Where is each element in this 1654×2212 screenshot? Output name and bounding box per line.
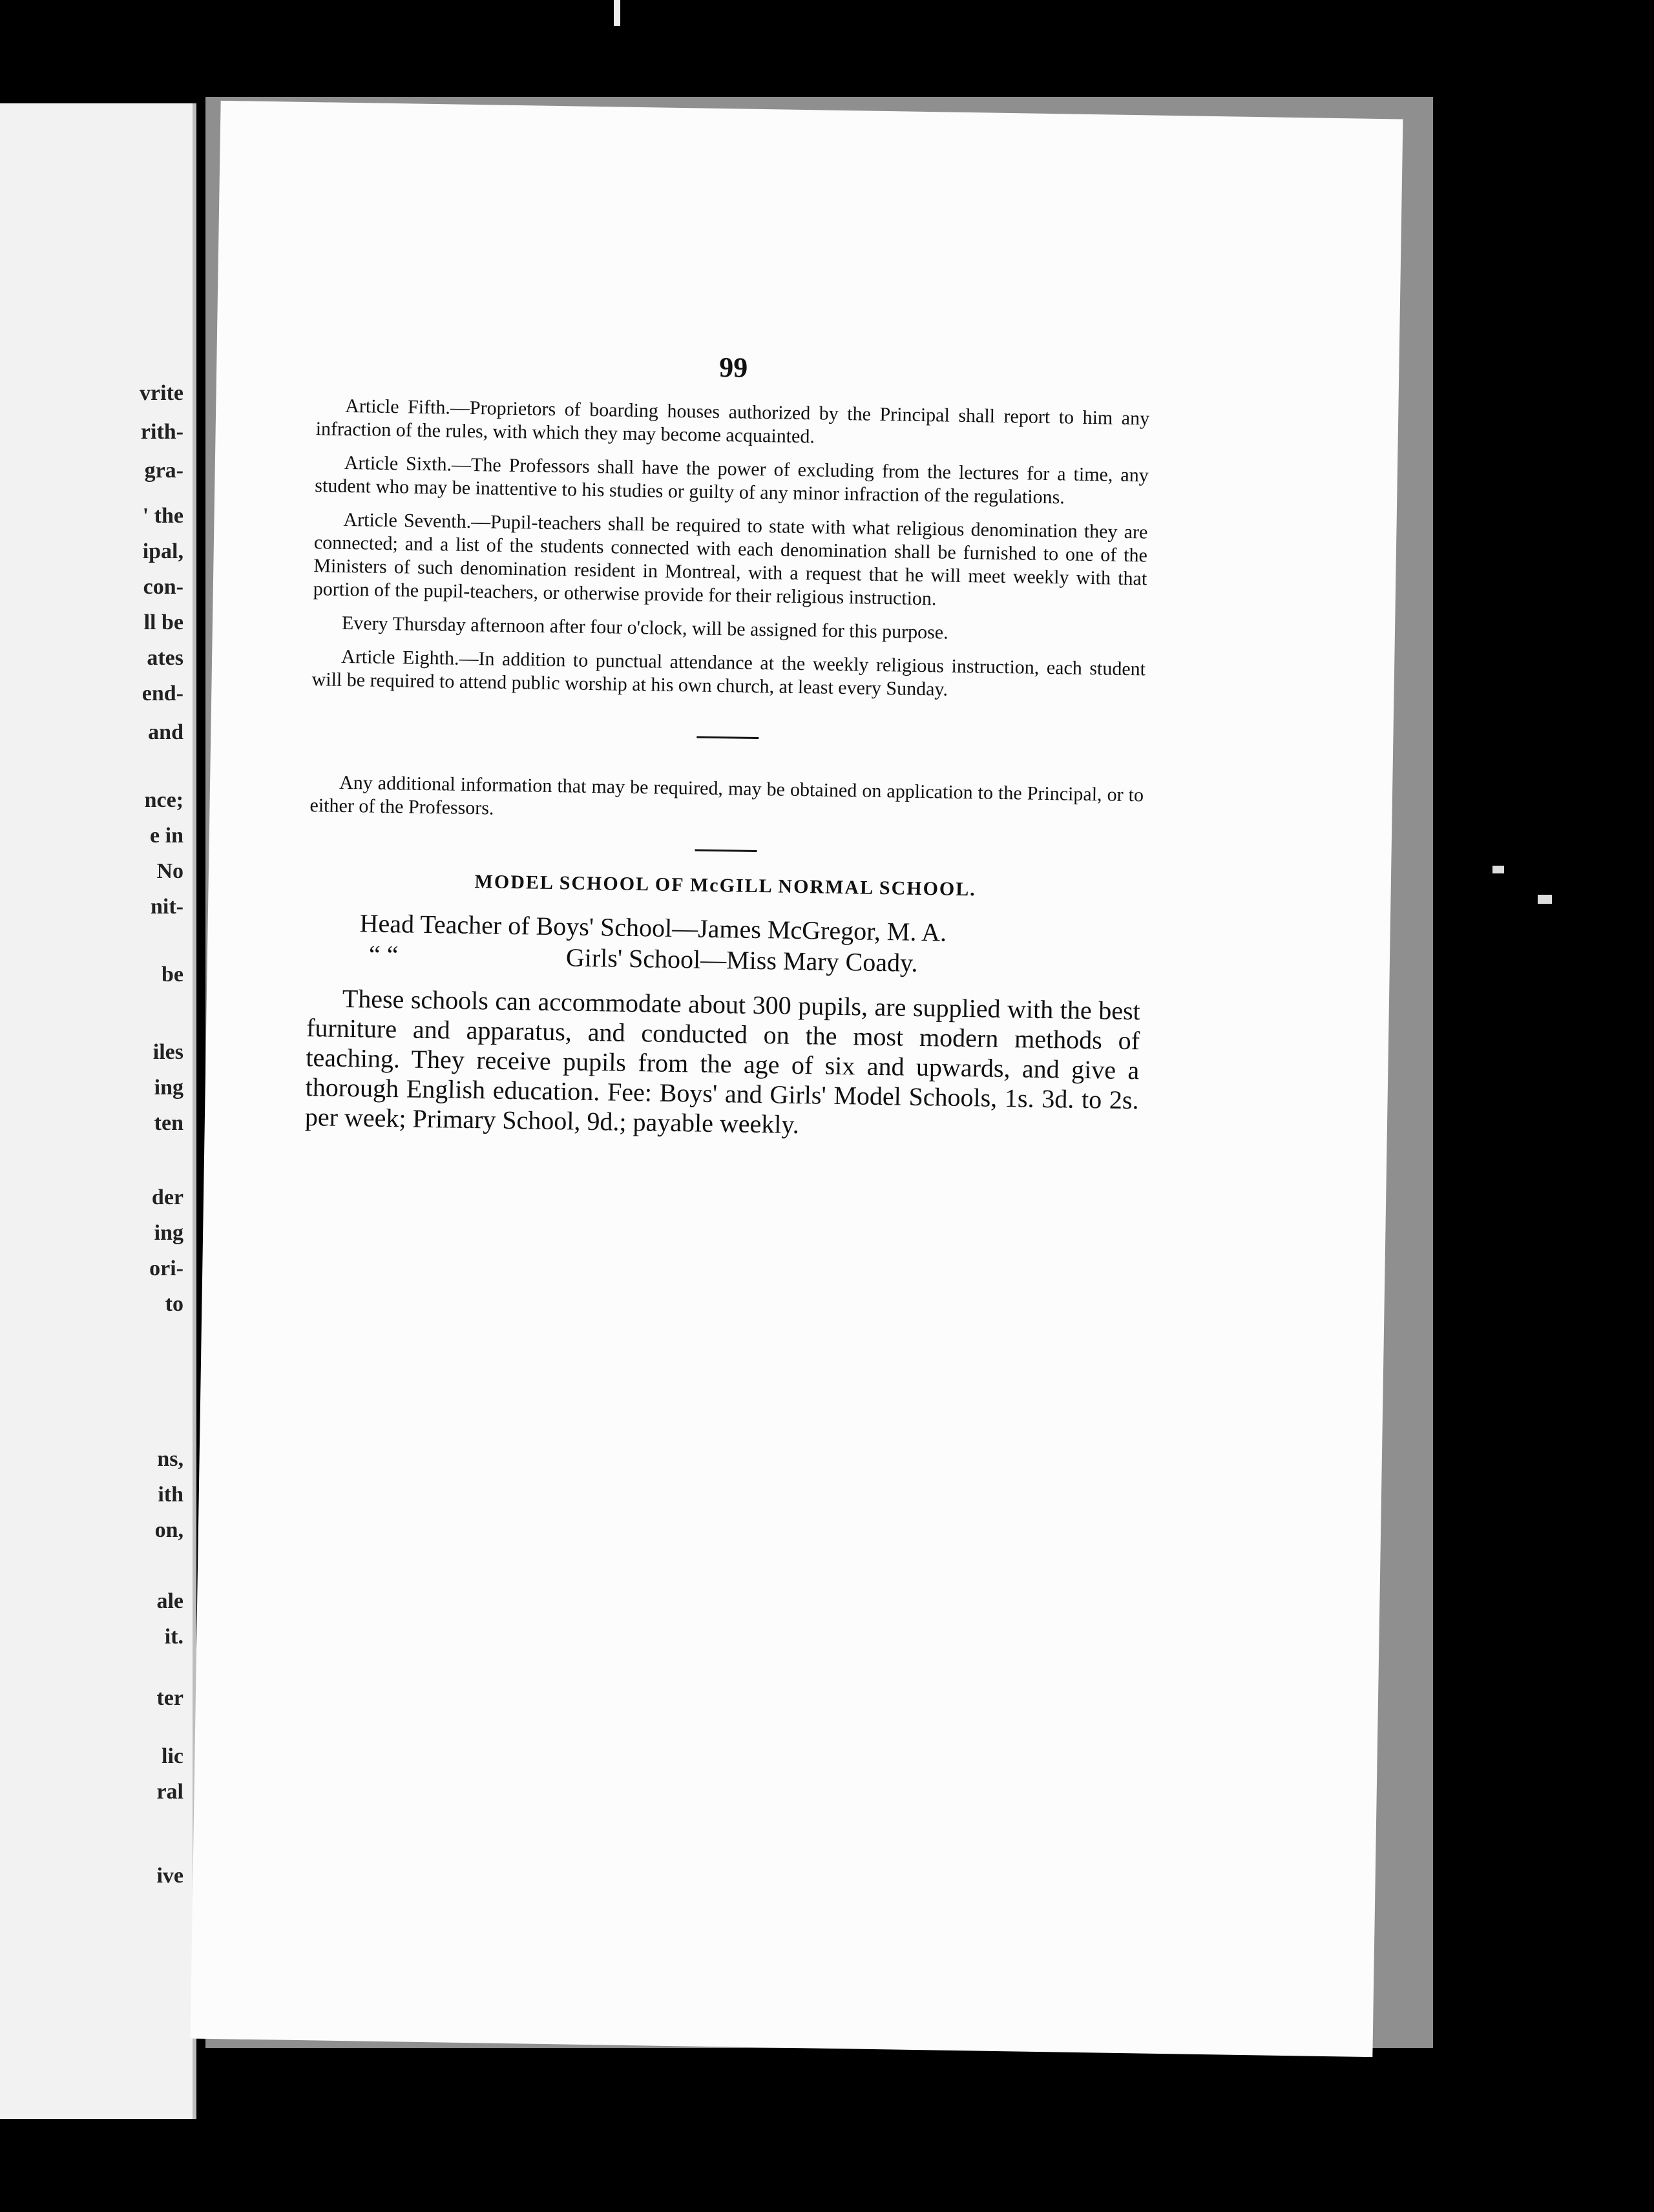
left-page-fragment: nit- — [151, 895, 183, 919]
left-page-fragment: ates — [147, 646, 183, 670]
thursday-note: Every Thursday afternoon after four o'clock, will be assigned for this purpose. — [341, 612, 948, 643]
left-page-fragment: No — [156, 859, 183, 883]
article-seventh: Article Seventh.—Pupil-teachers shall be required to state with what religious denomination they are connected; and a list of the students connected with each denomination shall be furnished to one of the Ministers of such denomination resident in Montreal, with a request that he will meet weekly with that portion of the pupil-teachers, or otherwise provide for their religious instruction. — [313, 508, 1148, 610]
left-page-fragment: ral — [156, 1780, 183, 1804]
scan-speck — [1538, 895, 1552, 904]
left-page-fragment: e in — [150, 824, 183, 848]
left-page-fragment: con- — [143, 575, 183, 599]
left-page-fragment: on, — [154, 1518, 183, 1542]
left-page-fragment: ns, — [157, 1447, 183, 1471]
girls-school-teacher: Girls' School—Miss Mary Coady. — [565, 943, 918, 977]
left-page-fragment: ale — [156, 1589, 183, 1613]
left-page-fragment: ll be — [143, 610, 183, 634]
left-page-fragment: ipal, — [142, 539, 183, 563]
article-sixth: Article Sixth.—The Professors shall have the power of excluding from the lectures for a time, any student who may be inattentive to his studies or guilty of any minor infraction of the regulations. — [315, 452, 1149, 508]
scan-speck — [614, 0, 620, 26]
left-page-fragment: gra- — [144, 459, 183, 483]
left-page-fragment: be — [162, 963, 183, 986]
left-page — [0, 103, 196, 2119]
head-teacher-boys: Head Teacher of Boys' School—James McGregor, M. A. — [359, 908, 947, 947]
left-page-fragment: ive — [156, 1864, 183, 1888]
left-page-fragment: lic — [162, 1744, 183, 1768]
left-page-fragment: ing — [154, 1076, 183, 1100]
left-page-fragment: ' the — [142, 504, 183, 528]
left-page-fragment: rith- — [140, 420, 183, 444]
additional-info: Any additional information that may be required, may be obtained on application to the Principal, or to either of the Professors. — [309, 771, 1144, 819]
left-page-fragment: end- — [141, 682, 183, 705]
left-page-fragment: and — [148, 720, 183, 744]
section-divider — [695, 849, 757, 852]
left-page-fragment: ter — [156, 1686, 183, 1710]
ditto-marks: “ “ — [368, 939, 399, 970]
article-fifth: Article Fifth.—Proprietors of boarding houses authorized by the Principal shall report to him any infraction of the rules, with which they may become acquainted. — [315, 395, 1150, 448]
book-page — [191, 101, 1403, 2057]
section-divider — [696, 736, 759, 740]
page-number: 99 — [718, 351, 748, 384]
left-page-fragment: it. — [164, 1625, 183, 1649]
article-eighth: Article Eighth.—In addition to punctual attendance at the weekly religious instruction, each student will be required to attend public worship at his own church, at least every Sunday. — [311, 645, 1146, 700]
page-content — [304, 344, 1151, 1171]
left-page-fragment: iles — [152, 1040, 183, 1064]
scan-speck — [1492, 866, 1504, 873]
schools-description: These schools can accommodate about 300 pupils, are supplied with the best furniture and apparatus, and conducted on the most modern methods of teaching. They receive pupils from the age of six and upwards, and give a thorough English education. Fee: Boys' and Girls' Model Schools, 1s. 3d. to 2s. per week; Primary School, 9d.; payable weekly. — [304, 983, 1141, 1140]
left-page-fragment: ing — [154, 1221, 183, 1245]
left-page-fragment: der — [151, 1185, 183, 1209]
left-page-fragment: nce; — [144, 788, 183, 812]
left-page-fragment: ten — [154, 1111, 183, 1135]
left-page-fragment: to — [165, 1292, 183, 1316]
left-page-fragment: ori- — [149, 1257, 183, 1280]
left-page-fragment: ith — [158, 1483, 183, 1507]
section-heading: MODEL SCHOOL OF McGILL NORMAL SCHOOL. — [474, 871, 977, 901]
left-page-fragment: vrite — [140, 381, 183, 405]
